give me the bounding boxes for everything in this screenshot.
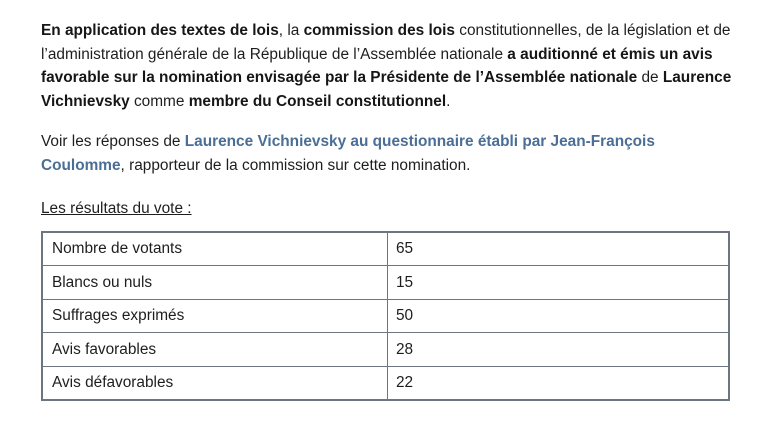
row-label: Avis favorables: [42, 333, 388, 367]
row-value: 15: [388, 266, 730, 300]
intro-bold-commission: commission des lois: [303, 22, 455, 39]
row-value: 65: [388, 232, 730, 266]
table-row: [42, 366, 729, 400]
vote-results-heading: Les résultats du vote :: [41, 200, 192, 217]
row-label: Nombre de votants: [42, 232, 388, 266]
vote-results-table: [41, 231, 730, 402]
table-row: [42, 232, 729, 266]
article-content: [41, 19, 741, 401]
row-label: Suffrages exprimés: [42, 299, 388, 333]
responses-paragraph: Voir les réponses de Laurence Vichnievsky au questionnaire établi par Jean-François Coulomme, rapporteur de la commission sur cette nomination.: [41, 133, 655, 174]
row-label: Blancs ou nuls: [42, 266, 388, 300]
row-label: Avis défavorables: [42, 366, 388, 400]
intro-bold-texts: En application des textes de lois: [41, 22, 279, 39]
table-row: [42, 266, 729, 300]
intro-paragraph: En application des textes de lois, la commission des lois constitutionnelles, de la législation et de l’administration générale de la République de l’Assemblée nationale a auditionné et émis un avis favorable sur la nomination envisagée par la Présidente de l’Assemblée nationale de Laurence Vichnievsky comme membre du Conseil constitutionnel.: [41, 22, 732, 110]
table-row: [42, 299, 729, 333]
intro-bold-nominee: Laurence Vichnievsky: [41, 69, 732, 110]
row-value: 50: [388, 299, 730, 333]
intro-bold-role: membre du Conseil constitutionnel: [188, 92, 447, 110]
table-row: [42, 333, 729, 367]
questionnaire-link[interactable]: Laurence Vichnievsky au questionnaire établi par Jean-François Coulomme: [41, 133, 655, 174]
row-value: 22: [388, 366, 730, 400]
intro-bold-decision: a auditionné et émis un avis favorable sur la nomination envisagée par la Présidente de l’Assemblée nationale: [41, 45, 713, 86]
row-value: 28: [388, 333, 730, 367]
